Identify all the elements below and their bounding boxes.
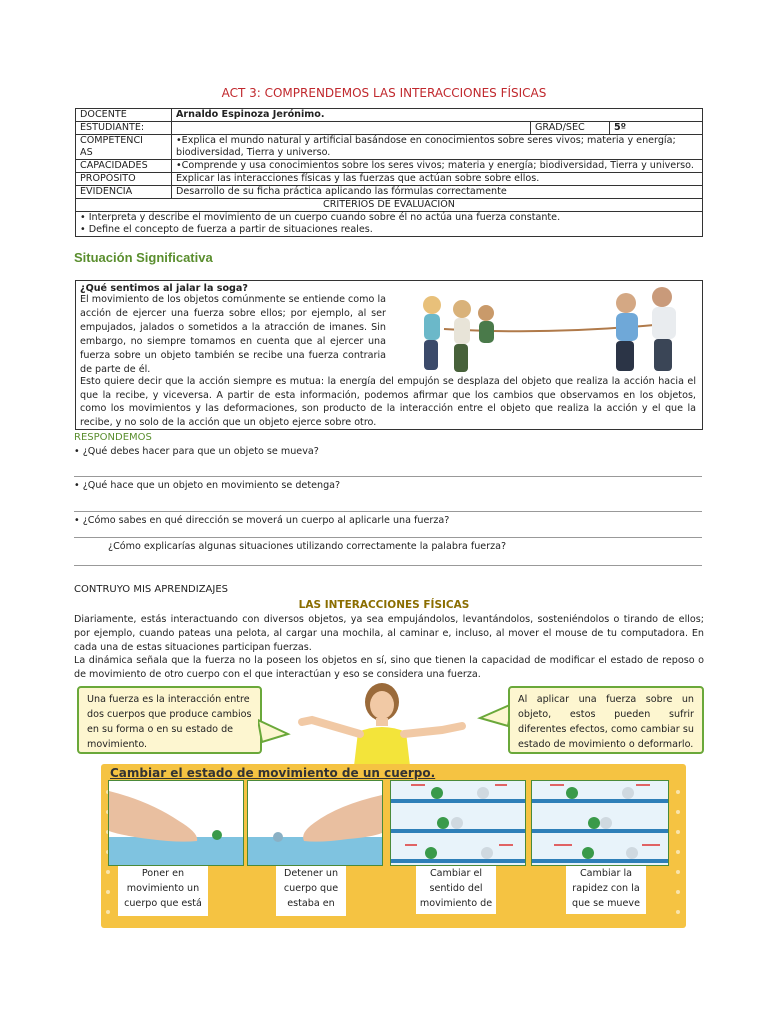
direction-change-image	[391, 781, 525, 865]
motion-heading: Cambiar el estado de movimiento de un cuerpo.	[110, 766, 436, 780]
situacion-question: ¿Qué sentimos al jalar la soga?	[80, 283, 248, 294]
estudiante-label: ESTUDIANTE:	[76, 122, 172, 135]
question-1: • ¿Qué debes hacer para que un objeto se mueva?	[74, 446, 319, 457]
competencias-value: •Explica el mundo natural y artificial basándose en conocimientos sobre seres vivos; materia y energía; biodiversidad, Tierra y universo.	[172, 135, 703, 160]
evidencia-label: EVIDENCIA	[76, 186, 172, 199]
panel-change-speed	[531, 780, 669, 866]
speed-change-image	[532, 781, 668, 865]
criterios-header: CRITERIOS DE EVALUACIÓN	[76, 199, 703, 212]
caption-change-direction: Cambiar el sentido del movimiento de	[416, 866, 496, 914]
question-3: • ¿Cómo sabes en qué dirección se moverá un cuerpo al aplicarle una fuerza?	[74, 515, 450, 526]
estudiante-value[interactable]	[172, 122, 531, 135]
answer-line-3[interactable]	[74, 537, 702, 538]
aprendizajes-paragraph-2: La dinámica señala que la fuerza no la poseen los objetos en sí, sino que tienen la capacidad de modificar el estado de reposo o de movimiento de otro cuerpo con el que interactúan y eso se considera una fuerza.	[74, 655, 704, 680]
grad-value: 5º	[610, 122, 703, 135]
situacion-paragraph: El movimiento de los objetos comúnmente se entiende como la acción de ejercer una fuerza sobre ellos; por ejemplo, al ser empujados, jalados o sometidos a la atracción de imanes. Sin embargo, no siempre tomamos en cuenta que al ejercer una fuerza sobre un objeto también se recibe una fuerza contraria de parte de él.	[80, 294, 386, 375]
competencias-label: COMPETENCI AS	[76, 135, 172, 160]
situacion-heading: Situación Significativa	[74, 250, 213, 265]
page-title: ACT 3: COMPRENDEMOS LAS INTERACCIONES FÍSICAS	[221, 86, 547, 100]
grad-label: GRAD/SEC	[531, 122, 610, 135]
caption-start-motion: Poner en movimiento un cuerpo que está	[118, 866, 208, 916]
callout-pointer-left	[258, 716, 292, 746]
aprendizajes-paragraph-1: Diariamente, estás interactuando con diversos objetos, ya sea empujándolos, levantándolos, sosteniéndolos o tirando de ellos; por ejemplo, cuando pateas una pelota, al cargar una mochila, al caminar e, incluso, al mover el mouse de tu computadora. En cada una de estas situaciones participan fuerzas.	[74, 614, 704, 653]
panel-stop-motion	[247, 780, 383, 866]
answer-line-2[interactable]	[74, 511, 702, 512]
capacidades-label: CAPACIDADES	[76, 160, 172, 173]
callout-effects: Al aplicar una fuerza sobre un objeto, estos pueden sufrir diferentes efectos, como cambiar su estado de movimiento o deformarlo.	[508, 686, 704, 754]
answer-line-1[interactable]	[74, 476, 702, 477]
finger-stop-image	[248, 781, 382, 865]
teacher-figure	[292, 682, 472, 766]
panel-change-direction	[390, 780, 526, 866]
callout-pointer-right	[476, 700, 512, 730]
question-4: ¿Cómo explicarías algunas situaciones utilizando correctamente la palabra fuerza?	[108, 541, 507, 552]
caption-stop-motion: Detener un cuerpo que estaba en	[276, 866, 346, 916]
criterio-item: • Interpreta y describe el movimiento de un cuerpo cuando sobre él no actúa una fuerza constante.	[80, 212, 561, 223]
caption-change-speed: Cambiar la rapidez con la que se mueve	[566, 866, 646, 914]
callout-definition: Una fuerza es la interacción entre dos cuerpos que produce cambios en su forma o en su estado de movimiento.	[77, 686, 262, 754]
info-table	[75, 108, 703, 237]
tug-of-war-image	[404, 287, 694, 373]
capacidades-value: •Comprende y usa conocimientos sobre los seres vivos; materia y energía; biodiversidad, Tierra y universo.	[172, 160, 703, 173]
proposito-label: PROPÓSITO	[76, 173, 172, 186]
aprendizajes-heading: CONTRUYO MIS APRENDIZAJES	[74, 584, 228, 595]
criterios-list	[76, 212, 703, 237]
answer-line-4[interactable]	[74, 565, 702, 566]
finger-push-image	[109, 781, 243, 865]
docente-value: Arnaldo Espinoza Jerónimo.	[172, 109, 703, 122]
respondemos-heading: RESPONDEMOS	[74, 432, 152, 443]
situacion-paragraph-2: Esto quiere decir que la acción siempre es mutua: la energía del empujón se desplaza del objeto que realiza la acción hacia el que la recibe, y viceversa. A partir de esta información, podemos afirmar que los cambios que observamos en los objetos, como los movimientos y las deformaciones, son producto de la interacción entre el objeto que realiza la acción y el que la recibe, y no solo de la acción que un objeto ejerce sobre otro.	[80, 376, 696, 428]
evidencia-value: Desarrollo de su ficha práctica aplicando las fórmulas correctamente	[172, 186, 703, 199]
panel-start-motion	[108, 780, 244, 866]
docente-label: DOCENTE	[76, 109, 172, 122]
interacciones-subheading: LAS INTERACCIONES FÍSICAS	[298, 599, 470, 611]
criterio-item: • Define el concepto de fuerza a partir de situaciones reales.	[80, 224, 373, 235]
question-2: • ¿Qué hace que un objeto en movimiento se detenga?	[74, 480, 341, 491]
proposito-value: Explicar las interacciones físicas y las fuerzas que actúan sobre sobre ellos.	[172, 173, 703, 186]
